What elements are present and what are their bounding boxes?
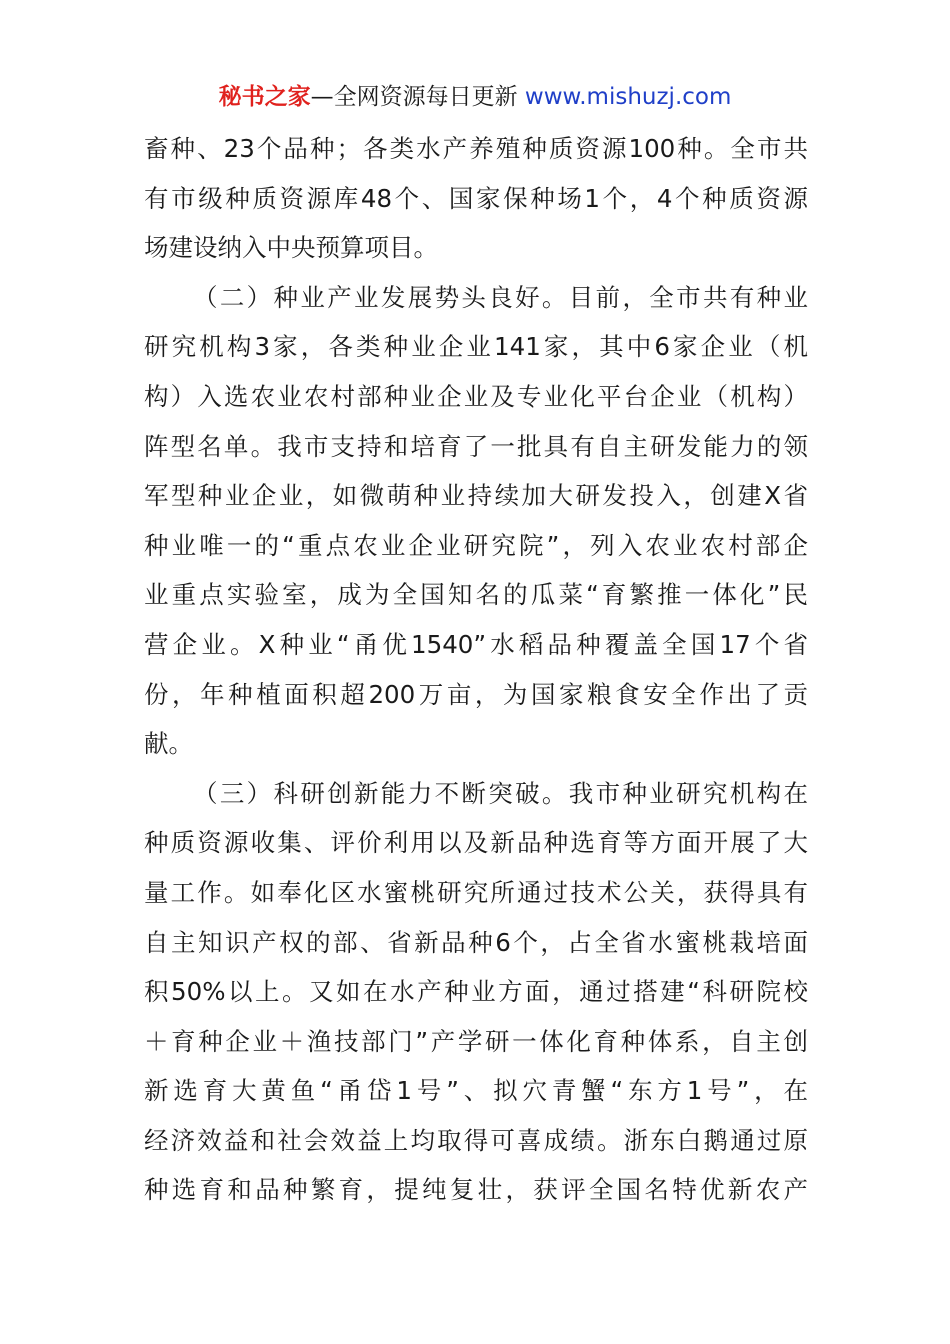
text-line: 构）入选农业农村部种业企业及专业化平台企业（机构） [144, 381, 808, 411]
text-line: 研究机构3家，各类种业企业141家，其中6家企业（机 [144, 332, 808, 362]
text-line: ＋育种企业＋渔技部门”产学研一体化育种体系，自主创 [144, 1026, 808, 1056]
text-line: 种业唯一的“重点农业企业研究院”，列入农业农村部企 [144, 530, 808, 560]
text-line: 自主知识产权的部、省新品种6个，占全省水蜜桃栽培面 [144, 927, 808, 957]
paragraph-heading-line: （三）科研创新能力不断突破。我市种业研究机构在 [193, 778, 808, 808]
document-body [144, 124, 808, 1215]
text-line: 经济效益和社会效益上均取得可喜成绩。浙东白鹅通过原 [144, 1125, 808, 1155]
text-line: 种选育和品种繁育，提纯复壮，获评全国名特优新农产 [144, 1175, 808, 1205]
site-tagline: —全网资源每日更新 [310, 84, 525, 110]
text-line: 业重点实验室，成为全国知名的瓜菜“育繁推一体化”民 [144, 580, 808, 610]
paragraph-heading-line: （二）种业产业发展势头良好。目前，全市共有种业 [193, 282, 808, 312]
text-line: 有市级种质资源库48个、国家保种场1个，4个种质资源 [144, 183, 808, 213]
text-line: 新选育大黄鱼“甬岱1号”、拟穴青蟹“东方1号”，在 [144, 1076, 808, 1106]
site-url-link[interactable]: www.mishuzj.com [524, 84, 732, 110]
text-line: 畜种、23个品种；各类水产养殖种质资源100种。全市共 [144, 134, 808, 163]
text-line: 阵型名单。我市支持和培育了一批具有自主研发能力的领 [144, 431, 808, 461]
text-line: 营企业。X种业“甬优1540”水稻品种覆盖全国17个省 [144, 629, 808, 659]
text-line: 量工作。如奉化区水蜜桃研究所通过技术公关，获得具有 [144, 877, 808, 907]
text-line: 份，年种植面积超200万亩，为国家粮食安全作出了贡 [144, 679, 808, 709]
text-line: 军型种业企业，如微萌种业持续加大研发投入，创建X省 [144, 481, 808, 511]
text-line: 积50%以上。又如在水产种业方面，通过搭建“科研院校 [144, 977, 808, 1007]
site-brand: 秘书之家 [218, 84, 311, 110]
site-header [0, 82, 950, 112]
text-line: 场建设纳入中央预算项目。 [144, 233, 438, 263]
text-line: 献。 [144, 729, 193, 759]
text-line: 种质资源收集、评价利用以及新品种选育等方面开展了大 [144, 828, 808, 858]
